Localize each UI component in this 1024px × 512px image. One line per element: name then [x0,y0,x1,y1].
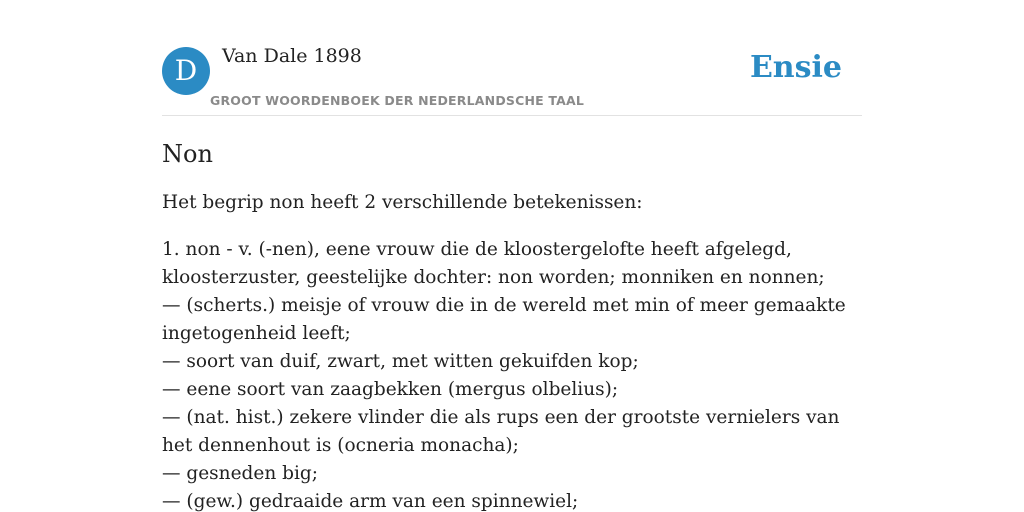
ensie-logo[interactable]: Ensie [749,50,842,85]
definition-line: — gesneden big; [162,463,318,484]
entry-intro: Het begrip non heeft 2 verschillende betekenissen: [162,192,643,213]
definition-line: — soort van duif, zwart, met witten gekuifden kop; [162,351,639,372]
definition-list [162,236,862,512]
header [162,0,862,116]
definition-line: — (nat. hist.) zekere vlinder die als rups een der grootste vernielers van het dennenhout is (ocneria monacha); [162,407,840,456]
dictionary-name[interactable]: Van Dale 1898 [222,45,362,67]
entry-content [162,138,862,512]
dictionary-subtitle: GROOT WOORDENBOEK DER NEDERLANDSCHE TAAL [210,93,585,108]
definition-line: — eene soort van zaagbekken (mergus olbelius); [162,379,619,400]
definition-line: 1. non - v. (-nen), eene vrouw die de kloostergelofte heeft afgelegd, kloosterzuster, geestelijke dochter: non worden; monniken en nonnen; [162,239,825,288]
definition-line: — (gew.) gedraaide arm van een spinnewiel; [162,491,579,512]
entry-title: Non [162,140,213,168]
definition-line: — (scherts.) meisje of vrouw die in de wereld met min of meer gemaakte ingetogenheid leeft; [162,295,846,344]
dictionary-logo[interactable]: D [162,47,210,95]
